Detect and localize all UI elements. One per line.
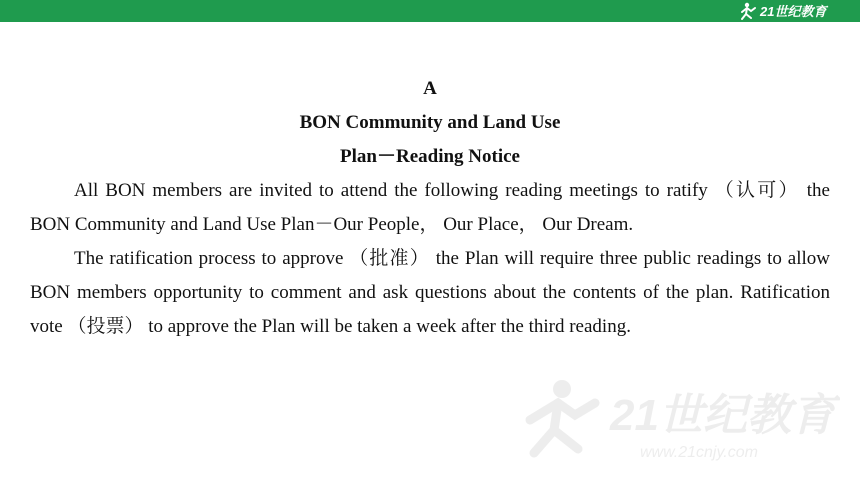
document-title-line-2: Plan－Reading Notice	[340, 146, 520, 167]
runner-icon	[740, 2, 830, 20]
paragraph-2: The ratification process to approve （批准） the Plan will require three public readings to allow BON members opportunity to comment and ask questions about the contents of the plan. Ratification vote （投票） to approve the Plan will be taken a week after the third reading.	[30, 248, 830, 337]
watermark-logo	[520, 375, 840, 465]
watermark-text: 21世纪教育	[610, 391, 835, 440]
top-header-bar	[0, 0, 860, 22]
document-title-line-1: BON Community and Land Use	[299, 112, 561, 133]
brand-logo	[740, 2, 830, 20]
section-letter: A	[423, 78, 437, 99]
watermark-url: www.21cnjy.com	[640, 444, 758, 461]
document-body	[30, 72, 830, 344]
paragraph-1: All BON members are invited to attend the following reading meetings to ratify （认可） the BON Community and Land Use Plan－Our People， Our Place， Our Dream.	[30, 180, 830, 235]
svg-text:21世纪教育: 21世纪教育	[760, 4, 827, 19]
